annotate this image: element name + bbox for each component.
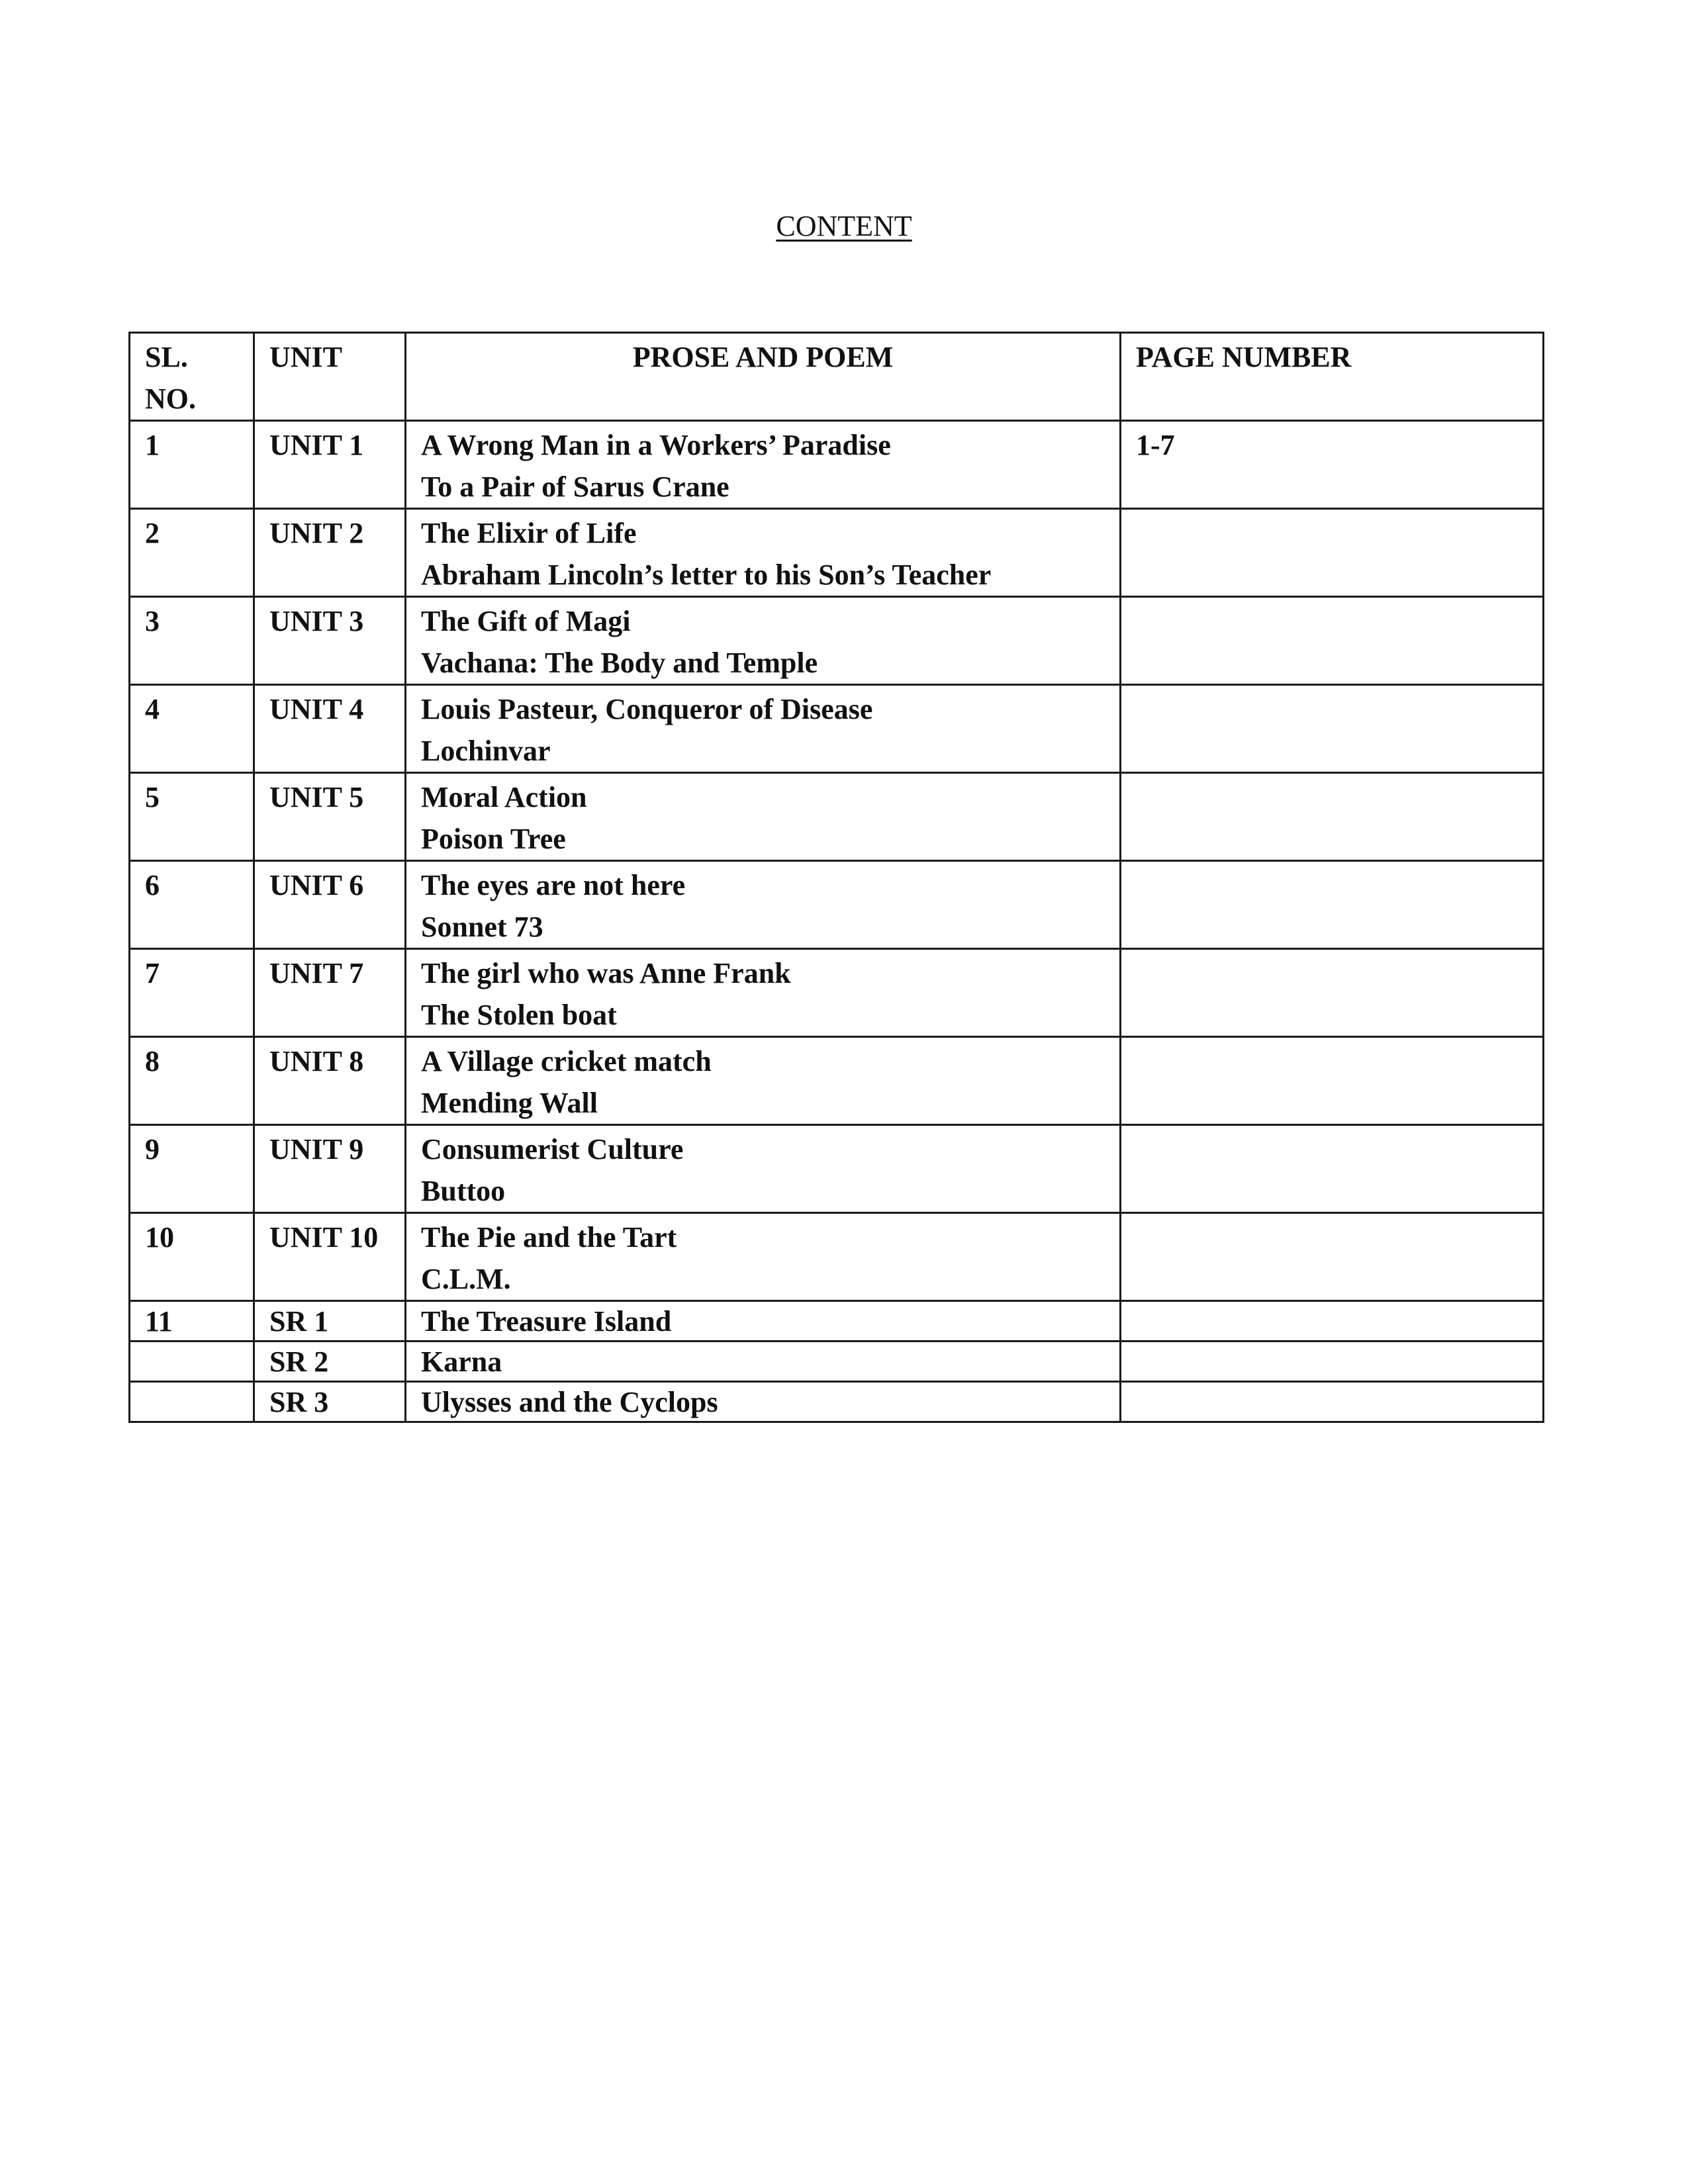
table-row <box>130 773 1544 861</box>
cell-slno: 10 <box>130 1213 254 1301</box>
cell-prose-and-poem <box>406 421 1121 509</box>
title-item: Moral Action <box>421 781 587 813</box>
cell-slno: 3 <box>130 597 254 685</box>
table-row <box>130 949 1544 1037</box>
cell-unit: UNIT 7 <box>254 949 406 1037</box>
title-item: The Gift of Magi <box>421 605 631 637</box>
title-item: Poison Tree <box>421 823 566 855</box>
cell-page-number <box>1121 509 1544 597</box>
title-item: The eyes are not here <box>421 869 686 901</box>
page-title <box>0 206 1688 246</box>
table-header-row <box>130 333 1544 421</box>
table-row <box>130 421 1544 509</box>
cell-prose-and-poem <box>406 1125 1121 1213</box>
table-row <box>130 1301 1544 1342</box>
cell-page-number <box>1121 1213 1544 1301</box>
cell-unit: UNIT 1 <box>254 421 406 509</box>
cell-prose-and-poem <box>406 597 1121 685</box>
cell-prose-and-poem <box>406 1382 1121 1422</box>
cell-slno: 5 <box>130 773 254 861</box>
title-item: Louis Pasteur, Conqueror of Disease <box>421 693 873 725</box>
cell-unit: UNIT 9 <box>254 1125 406 1213</box>
table-row <box>130 685 1544 773</box>
cell-slno <box>130 1382 254 1422</box>
cell-unit: UNIT 2 <box>254 509 406 597</box>
cell-unit: SR 2 <box>254 1342 406 1382</box>
title-item: Buttoo <box>421 1175 506 1207</box>
header-prose-and-poem: PROSE AND POEM <box>406 333 1121 421</box>
title-item: To a Pair of Sarus Crane <box>421 471 729 503</box>
title-item: The Stolen boat <box>421 999 617 1031</box>
title-item: The Pie and the Tart <box>421 1221 677 1253</box>
header-slno: SL. NO. <box>130 333 254 421</box>
cell-prose-and-poem <box>406 773 1121 861</box>
cell-unit: UNIT 8 <box>254 1037 406 1125</box>
cell-page-number <box>1121 685 1544 773</box>
cell-prose-and-poem <box>406 949 1121 1037</box>
cell-page-number <box>1121 1382 1544 1422</box>
header-unit: UNIT <box>254 333 406 421</box>
cell-page-number <box>1121 1037 1544 1125</box>
cell-unit: UNIT 5 <box>254 773 406 861</box>
content-table <box>128 332 1544 1423</box>
cell-prose-and-poem <box>406 1037 1121 1125</box>
cell-page-number: 1-7 <box>1121 421 1544 509</box>
cell-unit: UNIT 4 <box>254 685 406 773</box>
table-row <box>130 1382 1544 1422</box>
title-item: Ulysses and the Cyclops <box>421 1386 718 1418</box>
cell-page-number <box>1121 1301 1544 1342</box>
title-item: Vachana: The Body and Temple <box>421 647 818 679</box>
cell-page-number <box>1121 1125 1544 1213</box>
cell-slno: 8 <box>130 1037 254 1125</box>
cell-prose-and-poem <box>406 1213 1121 1301</box>
table-body <box>130 421 1544 1422</box>
table-row <box>130 1342 1544 1382</box>
cell-unit: SR 1 <box>254 1301 406 1342</box>
header-page-number: PAGE NUMBER <box>1121 333 1544 421</box>
table-row <box>130 1037 1544 1125</box>
title-item: A Village cricket match <box>421 1045 712 1077</box>
table-row <box>130 509 1544 597</box>
table-row <box>130 861 1544 949</box>
page-title-text: CONTENT <box>776 210 912 242</box>
title-item: Abraham Lincoln’s letter to his Son’s Teacher <box>421 559 992 591</box>
cell-prose-and-poem <box>406 1342 1121 1382</box>
cell-prose-and-poem <box>406 861 1121 949</box>
table-row <box>130 1213 1544 1301</box>
cell-slno: 2 <box>130 509 254 597</box>
cell-page-number <box>1121 861 1544 949</box>
table-row <box>130 597 1544 685</box>
cell-slno: 6 <box>130 861 254 949</box>
title-item: C.L.M. <box>421 1263 511 1295</box>
title-item: Consumerist Culture <box>421 1133 684 1165</box>
cell-prose-and-poem <box>406 509 1121 597</box>
cell-slno <box>130 1342 254 1382</box>
cell-slno: 7 <box>130 949 254 1037</box>
cell-unit: UNIT 3 <box>254 597 406 685</box>
cell-page-number <box>1121 773 1544 861</box>
table-row <box>130 1125 1544 1213</box>
cell-slno: 4 <box>130 685 254 773</box>
cell-slno: 11 <box>130 1301 254 1342</box>
cell-prose-and-poem <box>406 1301 1121 1342</box>
cell-page-number <box>1121 1342 1544 1382</box>
title-item: The Elixir of Life <box>421 517 637 549</box>
title-item: The girl who was Anne Frank <box>421 957 791 989</box>
cell-page-number <box>1121 597 1544 685</box>
cell-page-number <box>1121 949 1544 1037</box>
title-item: Mending Wall <box>421 1087 598 1119</box>
title-item: Sonnet 73 <box>421 911 543 943</box>
cell-unit: UNIT 6 <box>254 861 406 949</box>
cell-slno: 1 <box>130 421 254 509</box>
cell-slno: 9 <box>130 1125 254 1213</box>
title-item: A Wrong Man in a Workers’ Paradise <box>421 429 891 461</box>
title-item: Lochinvar <box>421 735 551 767</box>
title-item: The Treasure Island <box>421 1305 672 1338</box>
cell-unit: SR 3 <box>254 1382 406 1422</box>
title-item: Karna <box>421 1345 502 1378</box>
cell-prose-and-poem <box>406 685 1121 773</box>
cell-unit: UNIT 10 <box>254 1213 406 1301</box>
